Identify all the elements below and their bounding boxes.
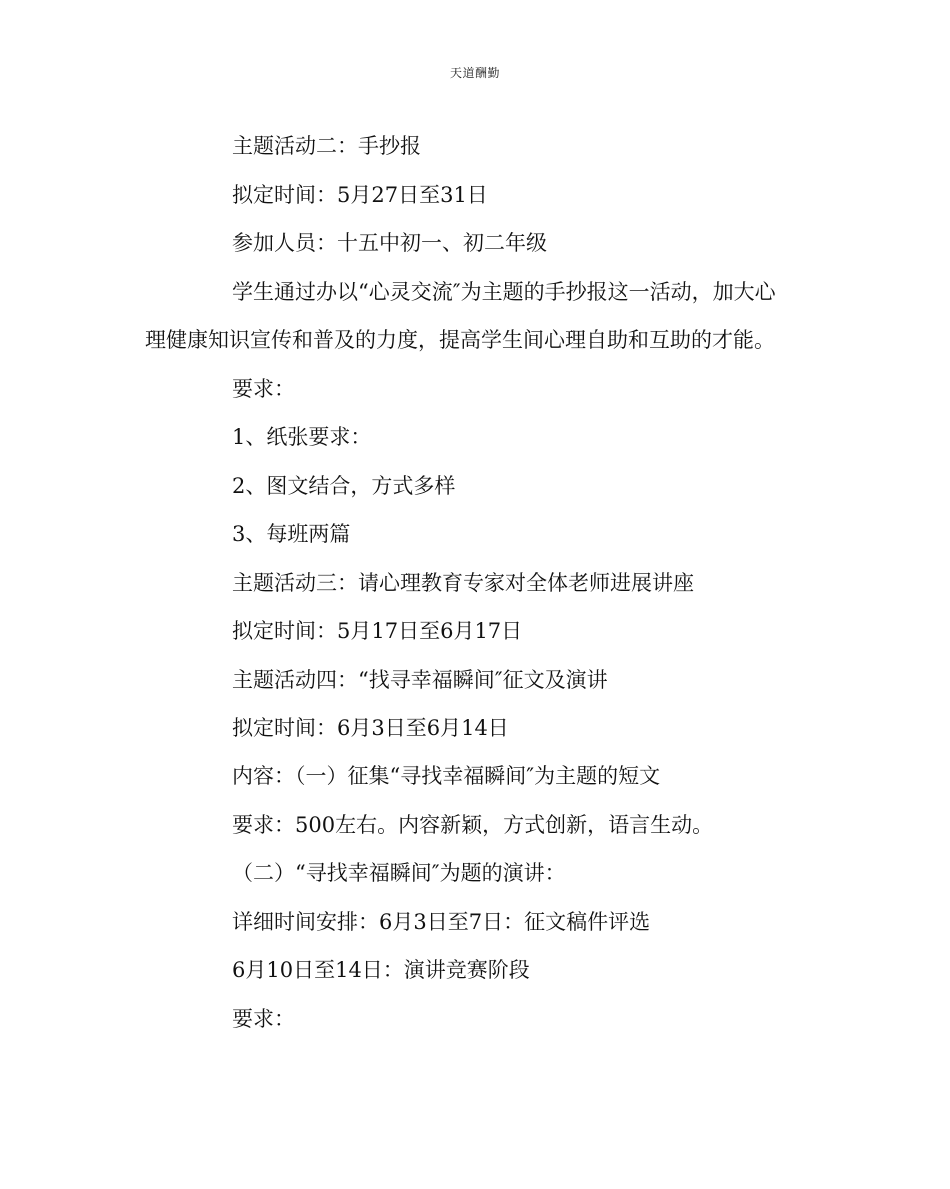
text-line: 要求： [232, 377, 295, 401]
text-line: 要求：500左右。内容新颖，方式创新，语言生动。 [232, 813, 714, 837]
text-line: 3、每班两篇 [232, 522, 351, 546]
text-line: 理健康知识宣传和普及的力度，提高学生间心理自助和互助的才能。 [145, 328, 775, 352]
text-line: 主题活动三：请心理教育专家对全体老师进展讲座 [232, 571, 694, 595]
text-line: 内容：（一）征集“寻找幸福瞬间″为主题的短文 [232, 764, 661, 788]
page-header: 天道酬勤 [449, 66, 500, 80]
text-line: 拟定时间：5月27日至31日 [232, 183, 488, 207]
text-line: 6月10日至14日：演讲竞赛阶段 [232, 958, 530, 982]
text-line: 学生通过办以“心灵交流″为主题的手抄报这一活动，加大心 [232, 280, 776, 304]
text-line: 详细时间安排：6月3日至7日：征文稿件评选 [232, 910, 651, 934]
text-line: 主题活动二：手抄报 [232, 134, 421, 158]
text-line: 2、图文结合，方式多样 [232, 474, 456, 498]
text-line: 拟定时间：5月17日至6月17日 [232, 619, 523, 643]
text-line: 参加人员：十五中初一、初二年级 [232, 231, 547, 255]
text-line: 1、纸张要求： [232, 425, 372, 449]
text-line: （二）“寻找幸福瞬间″为题的演讲： [232, 861, 566, 885]
text-line: 拟定时间：6月3日至6月14日 [232, 716, 509, 740]
text-line: 要求： [232, 1007, 295, 1031]
text-line: 主题活动四：“找寻幸福瞬间″征文及演讲 [232, 668, 608, 692]
